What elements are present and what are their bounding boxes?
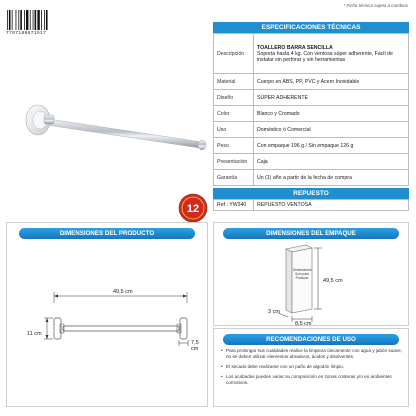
disclaimer-note: * Ficha técnica sujeta a cambios bbox=[343, 3, 408, 8]
repuesto-section bbox=[213, 188, 409, 211]
pack-depth: 3 cm bbox=[268, 309, 280, 315]
spec-row bbox=[214, 90, 409, 106]
repuesto-title: REPUESTO bbox=[213, 188, 409, 199]
warranty-badge bbox=[178, 193, 208, 223]
list-item: • Para prolongar sus cualidades realice la limpieza únicamente con agua y jabón suave, no se deben utilizar elementos abrasivos, ácidos y disolventes. bbox=[221, 348, 402, 360]
spec-key: Presentación bbox=[214, 154, 254, 170]
spec-row bbox=[214, 122, 409, 138]
spec-row bbox=[214, 170, 409, 186]
list-item: • Los acabados pueden variar su composición en zonas costeras y/o en ambientes corrosivos. bbox=[221, 374, 402, 386]
warranty-badge-value: 12 bbox=[186, 203, 200, 215]
desc-text: Soporta hasta 4 kg. Con ventosa súper adherente, Fácil de instalar sin perforar y sin herramientas bbox=[257, 50, 393, 63]
dim-pack-drawing bbox=[214, 241, 410, 327]
dim-length: 49,5 cm bbox=[113, 289, 133, 295]
spec-value: Con empaque 196 g / Sin empaque 126 g bbox=[254, 138, 409, 154]
list-item: • El secado debe realizarse con un paño de algodón limpio. bbox=[221, 364, 402, 370]
repuesto-table bbox=[213, 199, 409, 211]
spec-value: SÚPER ADHERENTE bbox=[254, 90, 409, 106]
repuesto-ref: Ref.: YW340 bbox=[214, 200, 254, 211]
barcode-icon bbox=[6, 10, 68, 30]
desc-title: TOALLERO BARRA SENCILLA bbox=[257, 44, 333, 51]
dim-product-title: DIMENSIONES DEL PRODUCTO bbox=[19, 228, 195, 239]
spec-row bbox=[214, 154, 409, 170]
spec-section bbox=[213, 22, 409, 186]
barcode bbox=[6, 10, 76, 40]
dim-product-drawing bbox=[7, 243, 207, 403]
spec-key: Color bbox=[214, 106, 254, 122]
towel-bar-image bbox=[20, 90, 210, 180]
spec-key: Garantía bbox=[214, 170, 254, 186]
pack-width: 8,5 cm bbox=[295, 321, 312, 327]
spec-value: Un (1) año a partir de la fecha de compra bbox=[254, 170, 409, 186]
dim-height: 11 cm bbox=[27, 331, 42, 337]
pack-height: 49,5 cm bbox=[323, 278, 343, 284]
spec-row bbox=[214, 138, 409, 154]
spec-value: Doméstico ó Comercial bbox=[254, 122, 409, 138]
spec-title: ESPECIFICACIONES TÉCNICAS bbox=[213, 22, 409, 33]
spec-key: Diseño bbox=[214, 90, 254, 106]
dim-pack-title: DIMENSIONES DEL EMPAQUE bbox=[223, 228, 399, 239]
spec-value bbox=[254, 34, 409, 74]
recs-panel bbox=[213, 328, 409, 407]
repuesto-row bbox=[214, 200, 409, 211]
spec-key: Uso bbox=[214, 122, 254, 138]
repuesto-name: REPUESTO VENTOSA bbox=[254, 200, 409, 211]
dim-product-panel bbox=[6, 222, 208, 407]
recs-title: RECOMENDACIONES DE USO bbox=[223, 334, 399, 345]
spec-value: Cuerpo en ABS, PP, PVC y Acero Inoxidable bbox=[254, 74, 409, 90]
spec-value: Caja bbox=[254, 154, 409, 170]
spec-key: Descripción bbox=[214, 34, 254, 74]
spec-table bbox=[213, 33, 409, 186]
dim-depth: 7,5 cm bbox=[191, 340, 199, 352]
spec-row bbox=[214, 106, 409, 122]
box-label: Dimensiones Solo para Producto bbox=[293, 268, 312, 280]
spec-row bbox=[214, 74, 409, 90]
spec-key: Material bbox=[214, 74, 254, 90]
spec-row bbox=[214, 34, 409, 74]
product-panel bbox=[6, 10, 208, 220]
barcode-number: 7707180671517 bbox=[6, 31, 47, 36]
spec-value: Blanco y Cromado bbox=[254, 106, 409, 122]
recs-list bbox=[214, 345, 408, 386]
spec-key: Peso bbox=[214, 138, 254, 154]
dim-pack-panel bbox=[213, 222, 409, 326]
